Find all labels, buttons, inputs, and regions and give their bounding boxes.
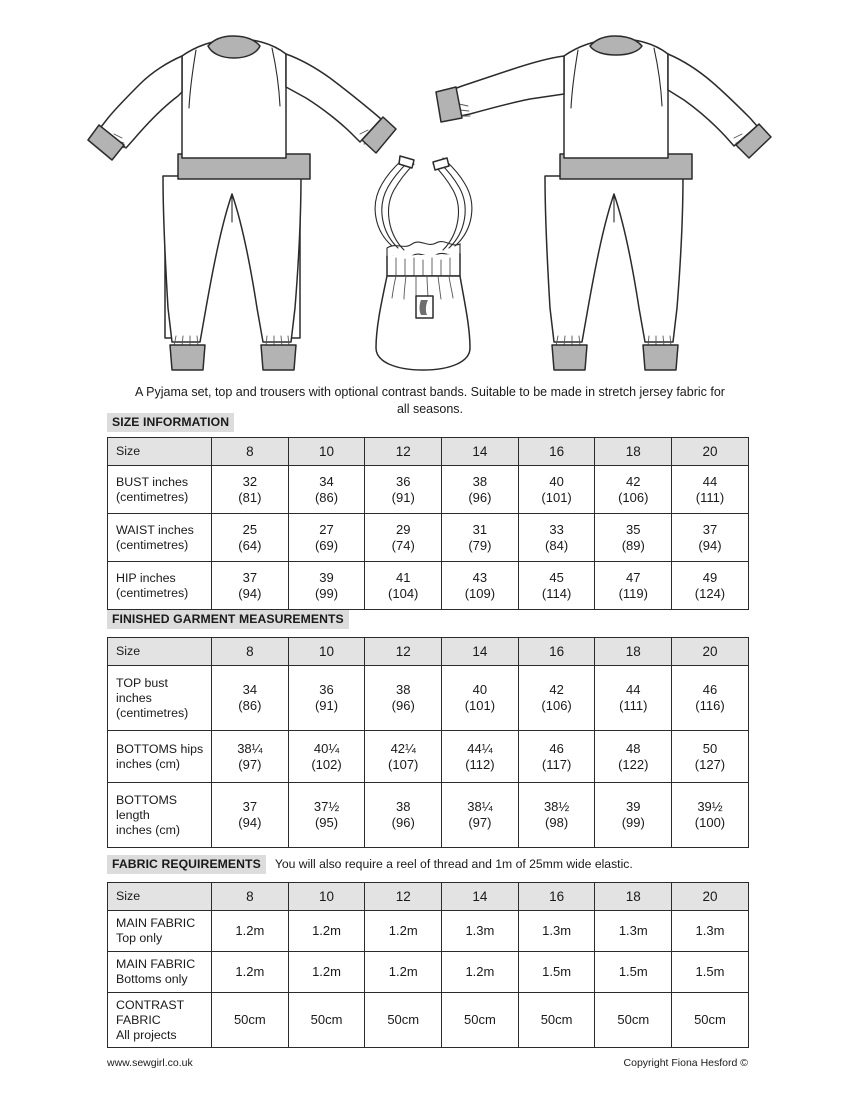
column-header-size: Size <box>108 883 212 911</box>
table-row <box>108 731 749 783</box>
cell-contrast-16: 50cm <box>518 993 595 1048</box>
row-label-line2: (centimetres) <box>116 537 189 552</box>
column-header-14: 14 <box>442 638 519 666</box>
cell-bottoms-length-18: 39 (99) <box>595 783 672 848</box>
table-row <box>108 562 749 610</box>
row-label-line2: (centimetres) <box>116 585 189 600</box>
table-row <box>108 911 749 952</box>
row-label-bust <box>108 466 212 514</box>
row-label-main-fabric-top <box>108 911 212 952</box>
column-header-20: 20 <box>672 438 749 466</box>
cell-main-top-18: 1.3m <box>595 911 672 952</box>
cell-bottoms-hips-14: 44¼ (112) <box>442 731 519 783</box>
column-header-8: 8 <box>212 638 289 666</box>
cell-top-bust-10: 36 (91) <box>288 666 365 731</box>
cell-waist-18: 35 (89) <box>595 514 672 562</box>
drawstring-bag-illustration <box>375 156 472 370</box>
cell-main-bottoms-16: 1.5m <box>518 952 595 993</box>
column-header-12: 12 <box>365 883 442 911</box>
cell-top-bust-18: 44 (111) <box>595 666 672 731</box>
cell-bottoms-length-10: 37½ (95) <box>288 783 365 848</box>
footer-copyright: Copyright Fiona Hesford © <box>623 1057 748 1069</box>
row-label-waist <box>108 514 212 562</box>
cell-waist-8: 25 (64) <box>212 514 289 562</box>
cell-contrast-8: 50cm <box>212 993 289 1048</box>
cell-bottoms-hips-18: 48 (122) <box>595 731 672 783</box>
cell-contrast-10: 50cm <box>288 993 365 1048</box>
column-header-16: 16 <box>518 638 595 666</box>
finished-garment-title: FINISHED GARMENT MEASUREMENTS <box>107 610 349 629</box>
cell-hip-8: 37 (94) <box>212 562 289 610</box>
column-header-14: 14 <box>442 438 519 466</box>
cell-main-bottoms-18: 1.5m <box>595 952 672 993</box>
pyjama-front-illustration <box>88 36 396 370</box>
column-header-12: 12 <box>365 638 442 666</box>
row-label-line1: BOTTOMS hips <box>116 741 204 756</box>
row-label-line2: (centimetres) <box>116 489 189 504</box>
row-label-line1: MAIN FABRIC <box>116 916 196 930</box>
cell-hip-10: 39 (99) <box>288 562 365 610</box>
cell-main-bottoms-10: 1.2m <box>288 952 365 993</box>
cell-bottoms-length-14: 38¼ (97) <box>442 783 519 848</box>
cell-bust-20: 44 (111) <box>672 466 749 514</box>
column-header-18: 18 <box>595 438 672 466</box>
technical-illustrations <box>0 8 860 380</box>
table-row <box>108 514 749 562</box>
row-label-line2: Bottoms only <box>116 972 188 986</box>
column-header-10: 10 <box>288 638 365 666</box>
cell-bottoms-length-20: 39½ (100) <box>672 783 749 848</box>
cell-top-bust-16: 42 (106) <box>518 666 595 731</box>
row-label-line1: TOP bust <box>116 675 168 690</box>
row-label-contrast-fabric <box>108 993 212 1048</box>
column-header-size: Size <box>108 638 212 666</box>
column-header-14: 14 <box>442 883 519 911</box>
cell-main-top-8: 1.2m <box>212 911 289 952</box>
row-label-line2: inches (cm) <box>116 756 181 771</box>
cell-bottoms-length-8: 37 (94) <box>212 783 289 848</box>
column-header-10: 10 <box>288 438 365 466</box>
cell-contrast-18: 50cm <box>595 993 672 1048</box>
table-header-row <box>108 883 749 911</box>
row-label-line1: MAIN FABRIC <box>116 957 196 971</box>
table-row <box>108 466 749 514</box>
cell-bottoms-length-16: 38½ (98) <box>518 783 595 848</box>
cell-top-bust-14: 40 (101) <box>442 666 519 731</box>
fabric-requirements-note: You will also require a reel of thread and 1m of 25mm wide elastic. <box>274 857 633 871</box>
row-label-hip <box>108 562 212 610</box>
cell-main-top-16: 1.3m <box>518 911 595 952</box>
row-label-bottoms-hips <box>108 731 212 783</box>
cell-main-bottoms-12: 1.2m <box>365 952 442 993</box>
cell-bust-18: 42 (106) <box>595 466 672 514</box>
table-header-row <box>108 438 749 466</box>
cell-contrast-14: 50cm <box>442 993 519 1048</box>
row-label-line2: Top only <box>116 931 163 945</box>
size-information-table <box>107 437 749 610</box>
row-label-line2: inches <box>116 690 152 705</box>
row-label-line2: FABRIC <box>116 1012 161 1027</box>
footer-website[interactable]: www.sewgirl.co.uk <box>107 1057 193 1069</box>
cell-bust-14: 38 (96) <box>442 466 519 514</box>
cell-bottoms-hips-20: 50 (127) <box>672 731 749 783</box>
cell-waist-20: 37 (94) <box>672 514 749 562</box>
fabric-requirements-title: FABRIC REQUIREMENTS <box>107 855 266 874</box>
row-label-top-bust <box>108 666 212 731</box>
table-header-row <box>108 638 749 666</box>
cell-main-bottoms-20: 1.5m <box>672 952 749 993</box>
cell-bottoms-hips-12: 42¼ (107) <box>365 731 442 783</box>
table-row <box>108 993 749 1048</box>
column-header-10: 10 <box>288 883 365 911</box>
row-label-line3: All projects <box>116 1027 177 1042</box>
cell-main-top-20: 1.3m <box>672 911 749 952</box>
column-header-20: 20 <box>672 883 749 911</box>
finished-garment-table <box>107 637 749 848</box>
product-description: A Pyjama set, top and trousers with optional contrast bands. Suitable to be made in stretch jersey fabric for all seasons. <box>135 385 725 416</box>
cell-contrast-20: 50cm <box>672 993 749 1048</box>
table-row <box>108 666 749 731</box>
cell-top-bust-12: 38 (96) <box>365 666 442 731</box>
row-label-line2: length <box>116 807 150 822</box>
cell-main-bottoms-14: 1.2m <box>442 952 519 993</box>
cell-main-top-12: 1.2m <box>365 911 442 952</box>
column-header-18: 18 <box>595 883 672 911</box>
cell-waist-14: 31 (79) <box>442 514 519 562</box>
cell-bust-16: 40 (101) <box>518 466 595 514</box>
footer <box>107 1057 748 1069</box>
column-header-16: 16 <box>518 883 595 911</box>
column-header-16: 16 <box>518 438 595 466</box>
cell-bottoms-length-12: 38 (96) <box>365 783 442 848</box>
pyjama-back-illustration <box>436 36 771 370</box>
row-label-line3: inches (cm) <box>116 822 181 837</box>
cell-bottoms-hips-16: 46 (117) <box>518 731 595 783</box>
column-header-20: 20 <box>672 638 749 666</box>
row-label-line1: HIP inches <box>116 570 176 585</box>
cell-main-top-10: 1.2m <box>288 911 365 952</box>
cell-waist-10: 27 (69) <box>288 514 365 562</box>
row-label-line1: CONTRAST <box>116 997 185 1012</box>
cell-bust-10: 34 (86) <box>288 466 365 514</box>
cell-hip-18: 47 (119) <box>595 562 672 610</box>
size-information-header <box>107 413 234 432</box>
size-information-title: SIZE INFORMATION <box>107 413 234 432</box>
column-header-size: Size <box>108 438 212 466</box>
cell-bottoms-hips-10: 40¼ (102) <box>288 731 365 783</box>
row-label-main-fabric-bottoms <box>108 952 212 993</box>
finished-garment-header <box>107 610 349 629</box>
fabric-requirements-table <box>107 882 749 1048</box>
column-header-8: 8 <box>212 438 289 466</box>
cell-contrast-12: 50cm <box>365 993 442 1048</box>
row-label-line1: BOTTOMS <box>116 792 178 807</box>
column-header-18: 18 <box>595 638 672 666</box>
column-header-8: 8 <box>212 883 289 911</box>
cell-waist-16: 33 (84) <box>518 514 595 562</box>
cell-hip-12: 41 (104) <box>365 562 442 610</box>
column-header-12: 12 <box>365 438 442 466</box>
cell-top-bust-8: 34 (86) <box>212 666 289 731</box>
cell-bust-12: 36 (91) <box>365 466 442 514</box>
row-label-line1: BUST inches <box>116 474 189 489</box>
cell-hip-14: 43 (109) <box>442 562 519 610</box>
cell-main-bottoms-8: 1.2m <box>212 952 289 993</box>
cell-hip-16: 45 (114) <box>518 562 595 610</box>
table-row <box>108 952 749 993</box>
cell-main-top-14: 1.3m <box>442 911 519 952</box>
fabric-requirements-header <box>107 855 633 874</box>
table-row <box>108 783 749 848</box>
cell-bottoms-hips-8: 38¼ (97) <box>212 731 289 783</box>
cell-bust-8: 32 (81) <box>212 466 289 514</box>
cell-waist-12: 29 (74) <box>365 514 442 562</box>
row-label-line3: (centimetres) <box>116 705 189 720</box>
cell-top-bust-20: 46 (116) <box>672 666 749 731</box>
row-label-line1: WAIST inches <box>116 522 194 537</box>
cell-hip-20: 49 (124) <box>672 562 749 610</box>
row-label-bottoms-length <box>108 783 212 848</box>
